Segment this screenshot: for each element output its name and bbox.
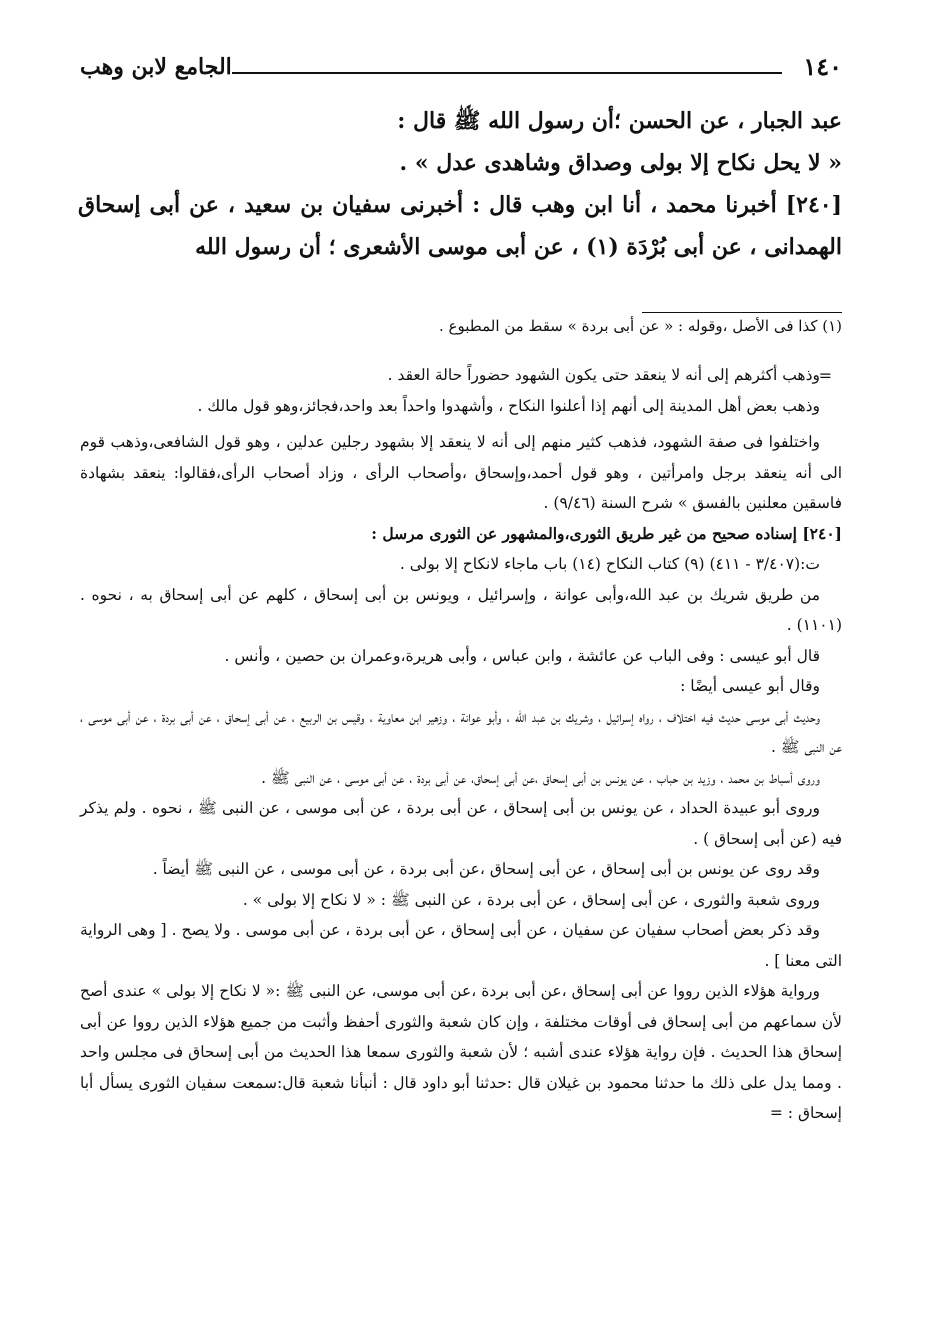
header-rule <box>232 72 782 74</box>
commentary-paragraph: ت:(٣/٤٠٧ - ٤١١) (٩) كتاب النكاح (١٤) باب ماجاء لانكاح إلا بولى . <box>399 555 820 573</box>
commentary-paragraph: وروى أسباط بن محمد ، وزيد بن حباب ، عن يونس بن أبى إسحاق ،عن أبى إسحاق، عن أبى بردة ، عن أبى موسى ، عن النبى ﷺ . <box>261 768 820 787</box>
commentary-paragraph: وحديث أبى موسى حديث فيه اختلاف ، رواه إسرائيل ، وشريك بن عبد الله ، وأبو عوانة ، وزهير ابن معاوية ، وقيس بن الربيع ، عن أبى إسحاق ، عن أبى بردة ، عن أبى موسى ، عن النبى ﷺ . <box>80 707 842 756</box>
takhrij-heading: [٢٤٠] إسناده صحيح من غير طريق الثورى،والمشهور عن الثورى مرسل : <box>371 523 842 543</box>
commentary-paragraph: وقال أبو عيسى أيضًا : <box>680 677 820 695</box>
commentary-paragraph: وروى شعبة والثورى ، عن أبى إسحاق ، عن أبى بردة ، عن النبى ﷺ : « لا نكاح إلا بولى » . <box>242 890 820 909</box>
running-title: الجامع لابن وهب <box>80 54 232 80</box>
hadith-number: [٢٤٠] <box>785 192 842 218</box>
commentary-paragraph: وقد روى عن يونس بن أبى إسحاق ، عن أبى إسحاق ،عن أبى بردة ، عن أبى موسى ، عن النبى ﷺ أيضاً . <box>152 860 820 878</box>
footnote: (١) كذا فى الأصل ،وقوله : « عن أبى بردة » سقط من المطبوع . <box>439 317 842 335</box>
page-number: ١٤٠ <box>803 52 842 81</box>
commentary-paragraph: وذهب أكثرهم إلى أنه لا ينعقد حتى يكون الشهود حضوراً حالة العقد . <box>387 366 820 384</box>
main-line-1: عبد الجبار ، عن الحسن ؛أن رسول الله ﷺ قال : <box>397 108 842 134</box>
commentary-paragraph: وذهب بعض أهل المدينة إلى أنهم إذا أعلنوا النكاح ، وأشهدوا واحداً بعد واحد،فجائز،وهو قول مالك . <box>197 396 820 415</box>
commentary-paragraph: واختلفوا فى صفة الشهود، فذهب كثير منهم إلى أنه لا ينعقد إلا بشهود رجلين عدلين ، وهو قول الشافعى،وذهب قوم الى أنه ينعقد برجل وامرأتين ، وهو قول أحمد،وإسحاق ،وأصحاب الرأى ، وزاد أصحاب الرأى،فقالوا: ينعقد بشهادة فاسقين معلنين بالفسق » شرح السنة (٩/٤٦) . <box>80 433 842 512</box>
commentary-paragraph: وروى أبو عبيدة الحداد ، عن يونس بن أبى إسحاق ، عن أبى بردة ، عن أبى موسى ، عن النبى ﷺ ، نحوه . ولم يذكر فيه (عن أبى إسحاق ) . <box>80 799 842 848</box>
commentary-paragraph: من طريق شريك بن عبد الله،وأبى عوانة ، وإسرائيل ، ويونس بن أبى إسحاق ، كلهم عن أبى إسحاق به ، نحوه . (١١٠١) . <box>80 585 842 634</box>
prophetic-quote: « لا يحل نكاح إلا بولى وصداق وشاهدى عدل » . <box>399 150 842 176</box>
hadith-text: أخبرنا محمد ، أنا ابن وهب قال : أخبرنى سفيان بن سعيد ، عن أبى إسحاق الهمدانى ، عن أبى بُرْدَة (١) ، عن أبى موسى الأشعرى ؛ أن رسول الله <box>78 192 842 260</box>
commentary-paragraph: قال أبو عيسى : وفى الباب عن عائشة ، وابن عباس ، وأبى هريرة،وعمران بن حصين ، وأنس . <box>224 646 820 665</box>
commentary-paragraph: ورواية هؤلاء الذين رووا عن أبى إسحاق ،عن أبى بردة ،عن أبى موسى، عن النبى ﷺ :« لا نكاح إلا بولى » عندى أصح لأن سماعهم من أبى إسحاق فى أوقات مختلفة ، وإن كان شعبة والثورى أحفظ وأثبت من جميع هؤلاء الذين رووا عن أبى إسحاق هذا الحديث . فإن رواية هؤلاء عندى أشبه ؛ لأن شعبة والثورى سمعا هذا الحديث من أبى إسحاق فى مجلس واحد . ومما يدل على ذلك ما حدثنا محمود بن غيلان قال :حدثنا أبو داود قال : أنبأنا شعبة قال:سمعت سفيان الثورى يسأل أبا إسحاق : = <box>80 982 842 1122</box>
main-text <box>78 100 842 268</box>
page-header <box>80 52 842 92</box>
hadith-240 <box>78 184 842 268</box>
commentary-paragraph: وقد ذكر بعض أصحاب سفيان عن سفيان ، عن أبى إسحاق ، عن أبى بردة ، عن أبى موسى . ولا يصح . [ وهى الرواية التى معنا ] . <box>80 921 842 970</box>
commentary <box>80 360 842 1129</box>
continuation-mark: = <box>818 366 832 385</box>
